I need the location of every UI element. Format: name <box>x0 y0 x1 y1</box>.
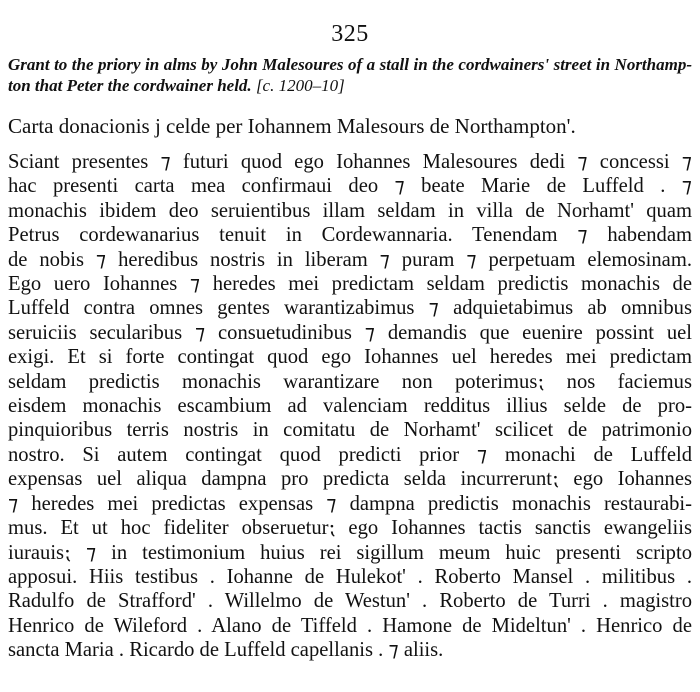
body-line: Ego uero Iohannes ⁊ heredes mei predictam seldam predictis monachis de <box>8 273 692 296</box>
body-line: mus. Et ut hoc fideliter obseruetur⁏ ego Iohannes tactis sanctis ewangeliis <box>8 517 692 540</box>
rubric-line-2 <box>8 75 692 96</box>
page-number: 325 <box>331 21 369 47</box>
body-line: pinquioribus terris nostris in comitatu de Norhamt' scilicet de patrimonio <box>8 419 692 442</box>
body-line: apposui. Hiis testibus . Iohanne de Hulekot' . Roberto Mansel . militibus . <box>8 565 692 588</box>
body-line: exigi. Et si forte contingat quod ego Iohannes uel heredes mei predictam <box>8 346 692 369</box>
charter-heading: Carta donacionis j celde per Iohannem Malesours de Northampton'. <box>8 114 576 138</box>
rubric-line-1: Grant to the priory in alms by John Malesoures of a stall in the cordwainers' street in Northamp- <box>8 55 692 74</box>
body-line: de nobis ⁊ heredibus nostris in liberam ⁊ puram ⁊ perpetuam elemosinam. <box>8 248 692 271</box>
rubric-date-note: [c. 1200–10] <box>255 76 345 95</box>
body-line: expensas uel aliqua dampna pro predicta selda incurrerunt⁏ ego Iohannes <box>8 468 692 491</box>
body-line: iurauis⁏ ⁊ in testimonium huius rei sigillum meum huic presenti scripto <box>8 541 692 564</box>
charter-body <box>8 150 692 663</box>
body-line: ⁊ heredes mei predictas expensas ⁊ dampna predictis monachis restaurabi- <box>8 492 692 515</box>
body-line: Sciant presentes ⁊ futuri quod ego Iohannes Malesoures dedi ⁊ concessi ⁊ <box>8 151 692 173</box>
body-line: seruiciis secularibus ⁊ consuetudinibus ⁊ demandis que euenire possint uel <box>8 321 692 344</box>
body-line: eisdem monachis escambium ad valenciam redditus illius selde de pro- <box>8 395 692 418</box>
charter-rubric <box>8 54 692 96</box>
body-line: sancta Maria . Ricardo de Luffeld capellanis . ⁊ aliis. <box>8 639 444 662</box>
body-line: hac presenti carta mea confirmaui deo ⁊ beate Marie de Luffeld . ⁊ <box>8 175 692 198</box>
body-line: nostro. Si autem contingat quod predicti prior ⁊ monachi de Luffeld <box>8 443 692 466</box>
body-line: Radulfo de Strafford' . Willelmo de Westun' . Roberto de Turri . magistro <box>8 590 692 613</box>
body-line: monachis ibidem deo seruientibus illam seldam in villa de Norhamt' quam <box>8 199 692 222</box>
body-line: Henrico de Wileford . Alano de Tiffeld . Hamone de Mideltun' . Henrico de <box>8 614 692 637</box>
rubric-line-2-text: ton that Peter the cordwainer held. <box>8 76 252 95</box>
body-line: Luffeld contra omnes gentes warantizabimus ⁊ adquietabimus ab omnibus <box>8 297 692 320</box>
body-line: seldam predictis monachis warantizare non poterimus⁏ nos faciemus <box>8 370 692 393</box>
body-line: Petrus cordewanarius tenuit in Cordewannaria. Tenendam ⁊ habendam <box>8 224 692 247</box>
